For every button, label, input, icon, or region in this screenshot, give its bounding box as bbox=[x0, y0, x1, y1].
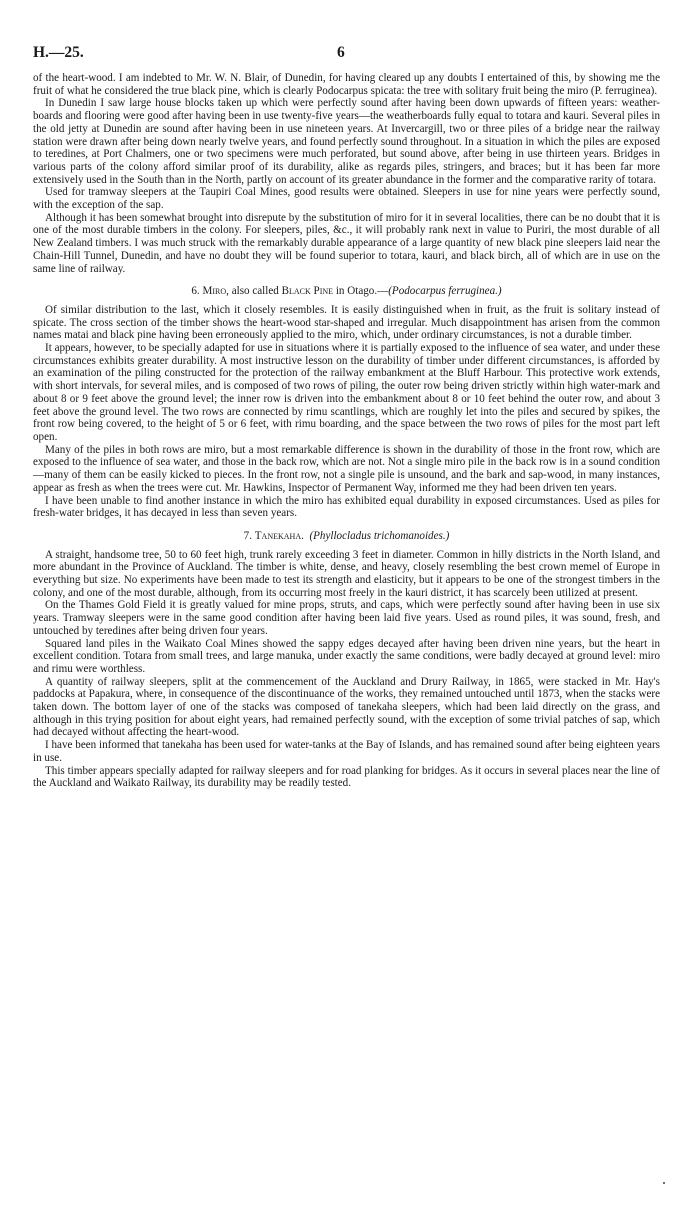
report-code: H.—25. bbox=[33, 44, 84, 61]
paragraph: On the Thames Gold Field it is greatly valued for mine props, struts, and caps, which were perfectly sound after having been in use six years. Tramway sleepers were in the same good condition after having been laid five years. Used as round piles, it was sound, fresh, and untouched by teredines after being driven four years. bbox=[33, 599, 660, 637]
page-number: 6 bbox=[337, 44, 345, 61]
paragraph: This timber appears specially adapted for railway sleepers and for road planking for bridges. As it occurs in several places near the line of the Auckland and Waikato Railway, its durability may be readily tested. bbox=[33, 764, 660, 790]
section-alt-name: Black Pine bbox=[281, 285, 334, 298]
section-number: 7. bbox=[243, 529, 252, 542]
section-name: Miro bbox=[202, 285, 227, 298]
paragraph: A quantity of railway sleepers, split at the commencement of the Auckland and Drury Railway, in 1865, were stacked in Mr. Hay's paddocks at Papakura, where, in consequence of the discontinuance of the works, they remained untouched until 1873, when the stacks were taken down. The bottom layer of one of the stacks was composed of tanekaha sleepers, which had been laid directly on the grass, and although in this trying position for about eight years, had remained perfectly sound, with the exception of some trivial patches of sap, which had decayed without affecting the heart-wood. bbox=[33, 675, 660, 739]
paragraph: of the heart-wood. I am indebted to Mr. W. N. Blair, of Dunedin, for having cleared up any doubts I entertained of this, by showing me the fruit of what he considered the true black pine, which is clearly Podocarpus spicata: the tree with solitary fruit being the miro (P. ferruginea). bbox=[33, 72, 660, 97]
body-text bbox=[33, 72, 660, 790]
section-name: Tanekaha. bbox=[254, 529, 304, 542]
scan-speck bbox=[663, 1182, 665, 1184]
paragraph: In Dunedin I saw large house blocks taken up which were perfectly sound after having been down upwards of fifteen years: weather-boards and flooring were good after having been in use twenty-five years—the weatherboards fully equal to totara and kauri. Several piles in the old jetty at Dunedin are sound after having been in use nineteen years. At Invercargill, two or three piles of a bridge near the railway station were drawn after being down nearly twelve years, and found perfectly sound throughout. In a situation in which the piles are exposed to teredines, at Port Chalmers, one or two specimens were much perforated, but sound above, after being in use thirteen years. Bridges in various parts of the colony afford similar proof of its durability, alike as regards piles, stringers, and braces; but it has been far more extensively used in the South than in the North, partly on account of its greater abundance in the former and the comparative rarity of totara. bbox=[33, 97, 660, 186]
paragraph: Used for tramway sleepers at the Taupiri Coal Mines, good results were obtained. Sleepers in use for nine years were perfectly sound, with the exception of the sap. bbox=[33, 186, 660, 212]
paragraph: I have been unable to find another instance in which the miro has exhibited equal durability in exposed circumstances. Used as piles for fresh-water bridges, it has decayed in less than seven years. bbox=[33, 494, 660, 520]
paragraph: I have been informed that tanekaha has been used for water-tanks at the Bay of Islands, and has remained sound after being eighteen years in use. bbox=[33, 739, 660, 764]
section-also: , also called bbox=[226, 285, 279, 298]
section-number: 6. bbox=[191, 285, 200, 298]
paragraph: A straight, handsome tree, 50 to 60 feet high, trunk rarely exceeding 3 feet in diameter. Common in hilly districts in the North Island, and more abundant in the Province of Auckland. The timber is white, dense, and heavy, closely resembling the best crown memel of Europe in everything but size. No experiments have been made to test its strength and elasticity, but it appears to be one of the strongest timbers in the colony, and one of the most durable, although, from its occurring most freely in the kauri district, it has scarcely been utilized at present. bbox=[33, 548, 660, 599]
page-header bbox=[33, 44, 660, 68]
section-heading-miro bbox=[33, 285, 660, 298]
paragraph: Of similar distribution to the last, which it closely resembles. It is easily distinguished when in fruit, as the fruit is solitary instead of spicate. The cross section of the timber shows the heart-wood star-shaped and irregular. Much disappointment has arisen from the common names matai and black pine having been erroneously applied to the miro, which, under ordinary circumstances, is not a durable timber. bbox=[33, 303, 660, 342]
section-botanical-name: (Phyllocladus trichomanoides.) bbox=[309, 529, 450, 542]
paragraph: Squared land piles in the Waikato Coal Mines showed the sappy edges decayed after having been driven nine years, but the heart in excellent condition. Totara from small trees, and large manuka, under exactly the same conditions, were badly decayed at ground level: miro and rimu were worthless. bbox=[33, 637, 660, 675]
section-botanical-name: (Podocarpus ferruginea.) bbox=[388, 285, 502, 298]
paragraph: Many of the piles in both rows are miro, but a most remarkable difference is shown in the durability of those in the front row, which are exposed to the influence of sea water, and those in the back row, which are not. Not a single miro pile in the back row is in a sound condition—many of them can be easily kicked to pieces. In the front row, not a single pile is unsound, and the bark and sap-wood, in many instances, appear as fresh as when the trees were cut. Mr. Hawkins, Inspector of Permanent Way, informed me they had been driven ten years. bbox=[33, 443, 660, 494]
paragraph: It appears, however, to be specially adapted for use in situations where it is partially exposed to the influence of sea water, and under these circumstances exhibits greater durability. A most instructive lesson on the durability of timber under different circumstances, is afforded by an examination of the piling constructed for the protection of the railway embankment at the Bluff Harbour. This protective work extends, with short intervals, for several miles, and is composed of two rows of piling, the outer row being driven strictly within high water-mark and about 8 or 9 feet above the ground level; the inner row is driven into the embankment about 8 or 10 feet behind the outer row, and about 3 feet above the ground level. The two rows are connected by rimu scantlings, which are roughly let into the piles and secured by spikes, the front row being covered, to the height of 5 or 6 feet, with rimu boarding, and the space between the two rows of piles for the most part left open. bbox=[33, 342, 660, 443]
paragraph: Although it has been somewhat brought into disrepute by the substitution of miro for it in several localities, there can be no doubt that it is one of the most durable timbers in the colony. For sleepers, piles, &c., it will probably rank next in value to Puriri, the most durable of all New Zealand timbers. I was much struck with the remarkably durable appearance of a large quantity of new black pine sleepers laid near the Chain-Hill Tunnel, Dunedin, and have no doubt they will be found superior to totara, kauri, and black birch, all of which are in use on the same line of railway. bbox=[33, 211, 660, 275]
section-heading-tanekaha bbox=[33, 530, 660, 543]
section-location: in Otago.— bbox=[335, 285, 389, 298]
